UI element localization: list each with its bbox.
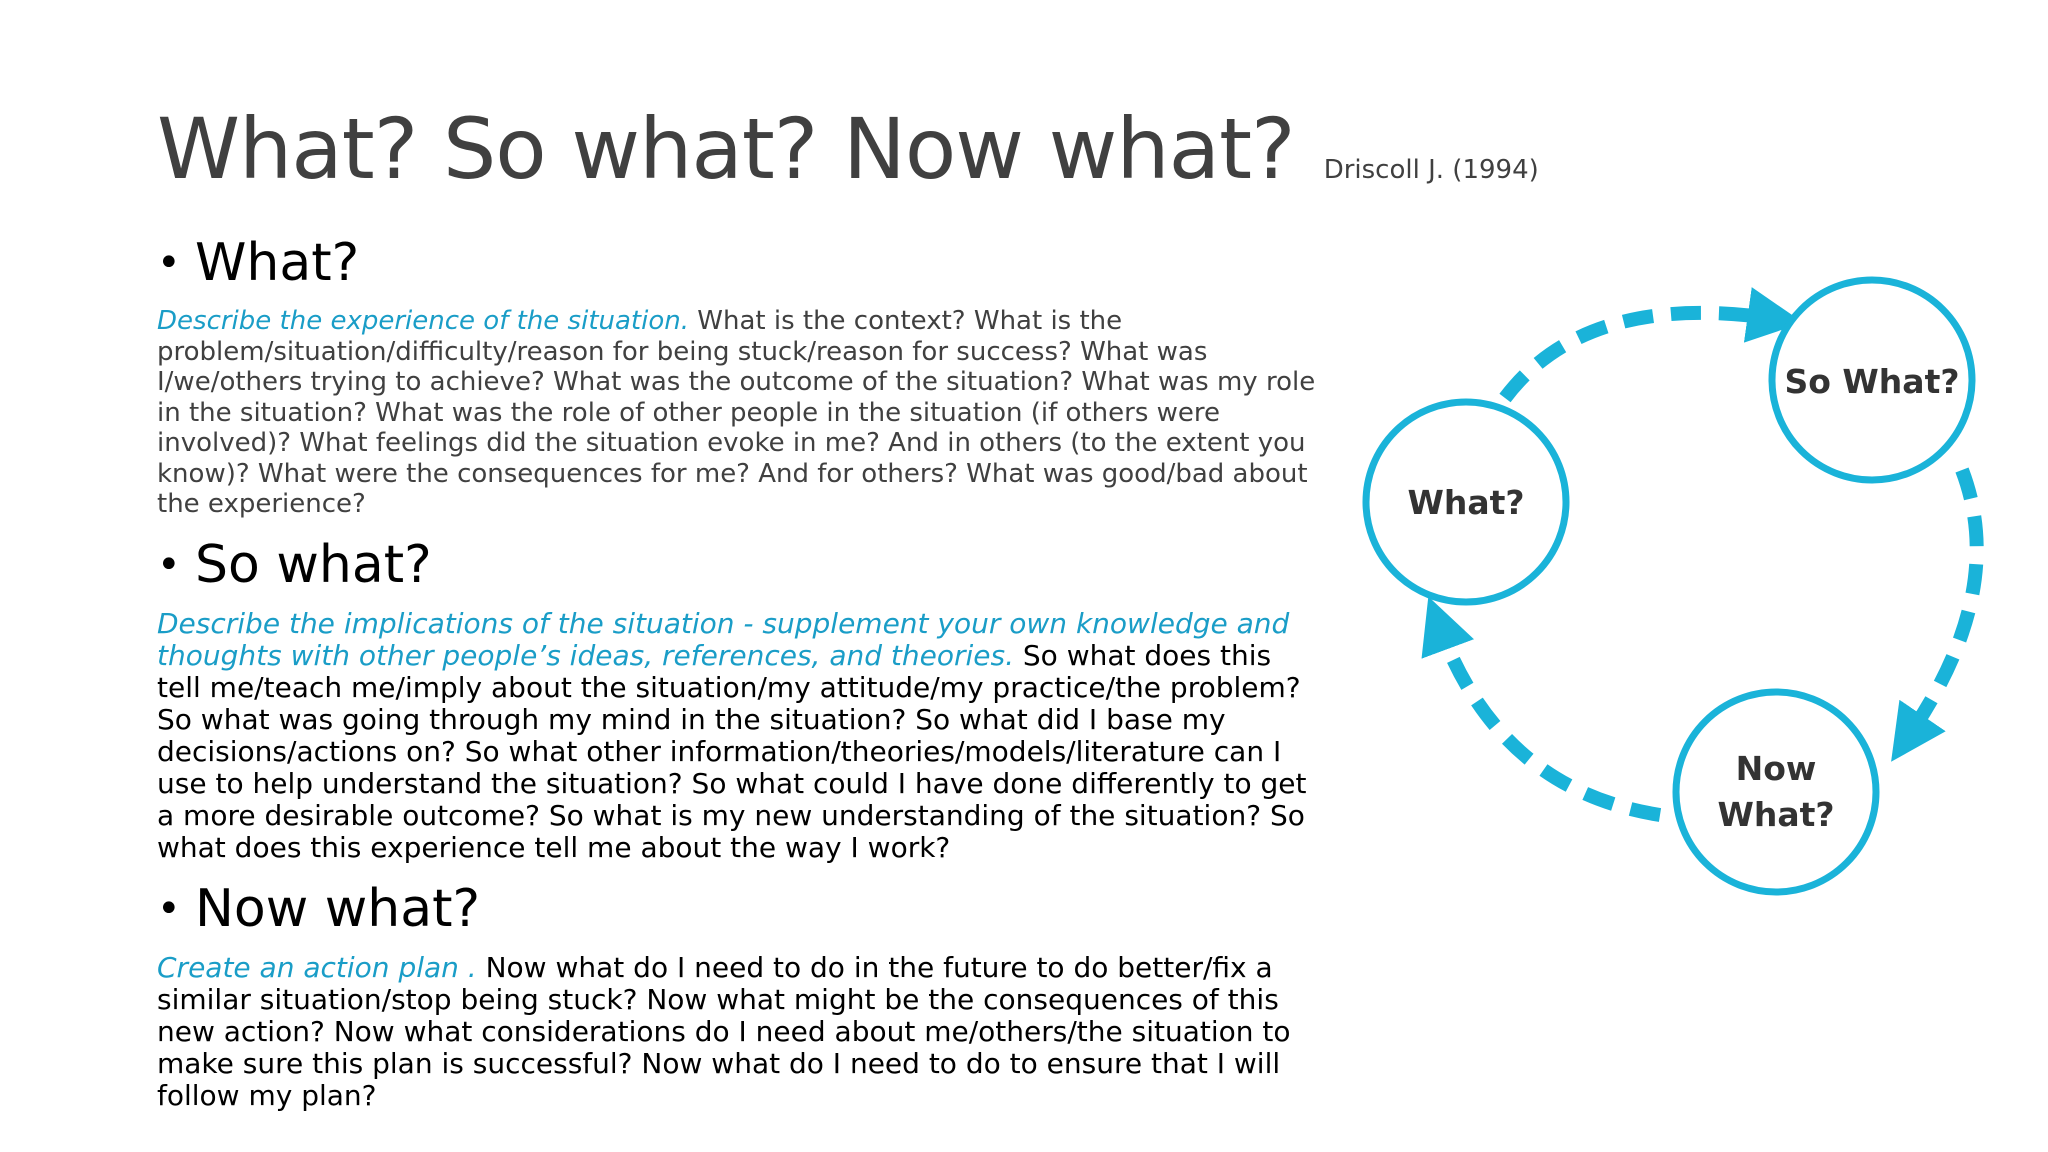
cycle-node-so-what bbox=[1772, 280, 1972, 480]
section-heading-text: What? bbox=[195, 233, 360, 293]
section-heading-text: Now what? bbox=[195, 878, 481, 939]
cycle-node-label: So What? bbox=[1784, 362, 1960, 401]
title-row bbox=[157, 100, 1539, 198]
cycle-node-label: What? bbox=[1407, 483, 1525, 522]
section-body: What is the context? What is the problem/situation/difficulty/reason for being stuck/reason for success? What was I/we/others trying to achieve? What was the outcome of the situation? What was my role in the situation? What was the role of other people in the situation (if others were involved)? What feelings did the situation evoke in me? And in others (to the extent you know)? What were the consequences for me? And for others? What was good/bad about the experience? bbox=[157, 306, 1316, 519]
section-lead: Describe the implications of the situation - supplement your own knowledge and thoughts with other people’s ideas, references, and theories. bbox=[157, 606, 1290, 672]
cycle-node-label: Now bbox=[1735, 749, 1817, 788]
section-paragraph-now-what bbox=[157, 952, 1317, 1112]
bullet-icon: • bbox=[157, 885, 181, 932]
section-heading-now-what bbox=[157, 878, 1317, 940]
section-paragraph-so-what bbox=[157, 608, 1317, 864]
reflective-cycle-diagram bbox=[1340, 270, 2000, 910]
section-heading-text: So what? bbox=[195, 534, 432, 595]
section-body: Now what do I need to do in the future to do better/fix a similar situation/stop being stuck? Now what might be the consequences of this new action? Now what considerations do I need about me/others/the situation to make sure this plan is successful? Now what do I need to do to ensure that I will follow my plan? bbox=[157, 950, 1291, 1112]
content-column bbox=[157, 232, 1317, 1126]
bullet-icon: • bbox=[157, 541, 181, 588]
cycle-arrow-now-what-to-what bbox=[1440, 628, 1660, 815]
section-heading-what bbox=[157, 232, 1317, 294]
cycle-arrow-so-what-to-now-what bbox=[1910, 470, 1977, 734]
bullet-icon: • bbox=[157, 240, 181, 286]
cycle-node-label: What? bbox=[1717, 795, 1835, 834]
section-lead: Create an action plan . bbox=[157, 950, 477, 984]
section-heading-so-what bbox=[157, 534, 1317, 596]
cycle-node-now-what bbox=[1676, 692, 1876, 892]
citation: Driscoll J. (1994) bbox=[1323, 155, 1539, 185]
cycle-arrow-what-to-so-what bbox=[1505, 313, 1770, 398]
section-lead: Describe the experience of the situation. bbox=[157, 306, 689, 336]
section-paragraph-what bbox=[157, 306, 1317, 520]
cycle-node-what bbox=[1366, 402, 1566, 602]
section-body: So what does this tell me/teach me/imply about the situation/my attitude/my practice/the problem? So what was going through my mind in the situation? So what did I base my decisions/actions on? So what other information/theories/models/literature can I use to help understand the situation? So what could I have done differently to get a more desirable outcome? So what is my new understanding of the situation? So what does this experience tell me about the way I work? bbox=[157, 638, 1307, 864]
page-title: What? So what? Now what? bbox=[157, 100, 1295, 198]
